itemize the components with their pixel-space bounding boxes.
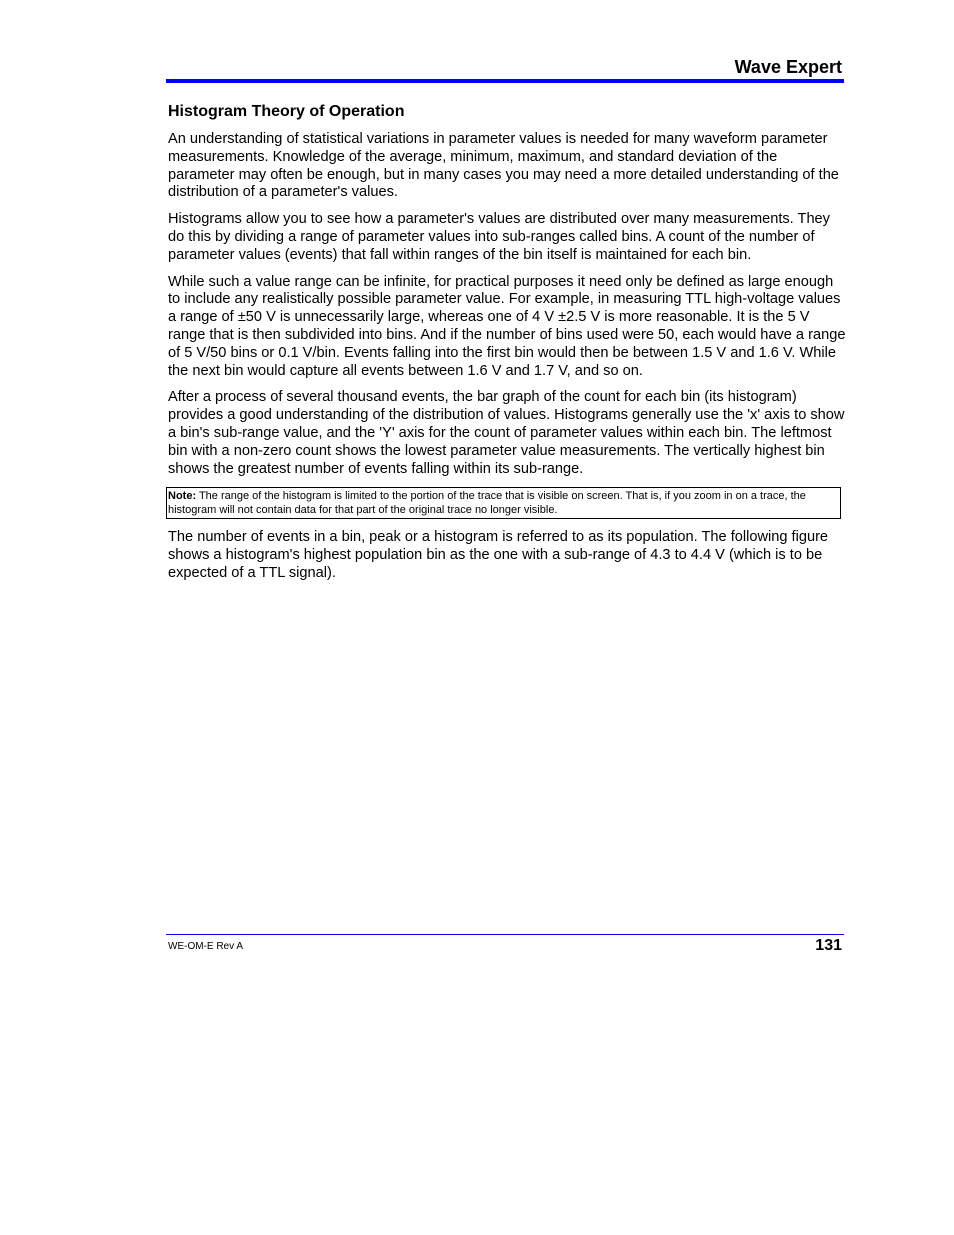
- section-title: Histogram Theory of Operation: [168, 103, 405, 120]
- header-rule: [166, 79, 844, 83]
- paragraph-statistical-variations: An understanding of statistical variations in parameter values is needed for many waveform parameter measurements. Knowledge of the average, minimum, maximum, and standard deviation of the parameter may often be enough, but in many cases you may need a more detailed understanding of the distribution of a parameter's values.: [168, 131, 839, 201]
- note-box: [166, 487, 841, 519]
- paragraph-population: The number of events in a bin, peak or a histogram is referred to as its population. The following figure shows a histogram's highest population bin as the one with a sub-range of 4.3 to 4.4 V (which is to be expected of a TTL signal).: [168, 529, 829, 581]
- note-label: Note:: [168, 490, 197, 503]
- paragraph-value-range: While such a value range can be infinite, for practical purposes it need only be defined as large enough to include any realistically possible parameter value. For example, in measuring TTL high-voltage values a range of ±50 V is unnecessarily large, whereas one of 4 V ±2.5 V is more reasonable. It is the 5 V range that is then subdivided into bins. And if the number of bins used were 50, each would have a range of 5 V/50 bins or 0.1 V/bin. Events falling into the first bin would then be between 1.5 V and 1.6 V. While the next bin would capture all events between 1.6 V and 1.7 V, and so on.: [168, 273, 846, 379]
- paragraph-histograms-bins: Histograms allow you to see how a parameter's values are distributed over many measurements. They do this by dividing a range of parameter values into sub-ranges called bins. A count of the number of parameter values (events) that fall within ranges of the bin itself is maintained for each bin.: [168, 211, 830, 263]
- footer-page-number: 131: [815, 937, 842, 954]
- running-header-title: Wave Expert: [734, 57, 842, 77]
- page-content: [168, 102, 846, 592]
- footer-doc-id: WE-OM-E Rev A: [168, 941, 244, 952]
- paragraph-bar-graph: After a process of several thousand events, the bar graph of the count for each bin (its histogram) provides a good understanding of the distribution of values. Histograms generally use the 'x' axis to show a bin's sub-range value, and the 'Y' axis for the count of parameter values within each bin. The leftmost bin with a non-zero count shows the lowest parameter value measurements. The vertically highest bin shows the greatest number of events falling within its sub-range.: [168, 389, 845, 477]
- note-text: The range of the histogram is limited to the portion of the trace that is visible on screen. That is, if you zoom in on a trace, the histogram will not contain data for that part of the original trace no longer visible.: [168, 490, 806, 517]
- footer-rule: [166, 934, 844, 935]
